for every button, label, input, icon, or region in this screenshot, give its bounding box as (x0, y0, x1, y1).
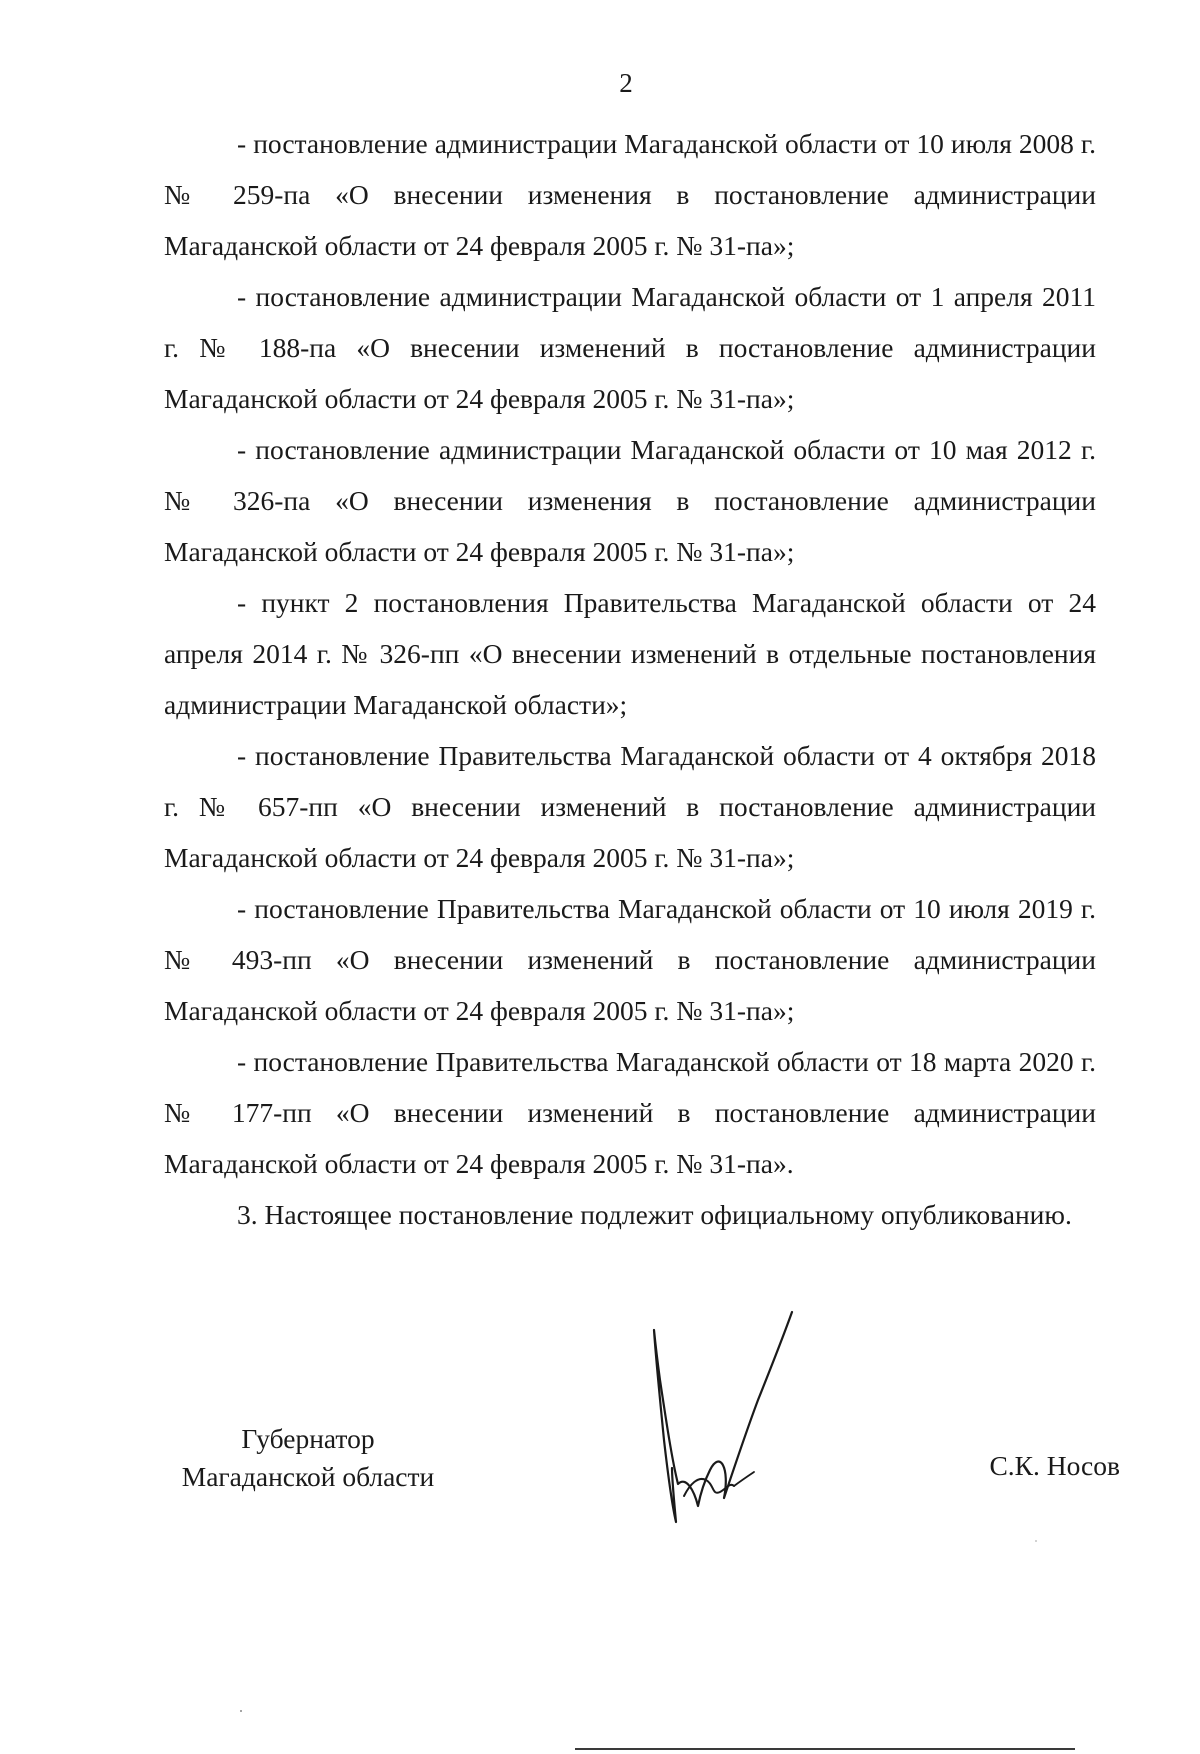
paragraph-amendment-2018: - постановление Правительства Магаданской области от 4 октября 2018 г. № 657-пп «О внесении изменений в постановление администрации Магаданской области от 24 февраля 2005 г. № 31-па»; (164, 740, 1096, 873)
signer-name: С.К. Носов (989, 1450, 1120, 1481)
scan-speck (240, 1710, 242, 1712)
signer-title (178, 1420, 438, 1496)
signer-title-line-2: Магаданской области (181, 1461, 435, 1492)
paragraph-amendment-2014: - пункт 2 постановления Правительства Магаданской области от 24 апреля 2014 г. № 326-пп «О внесении изменений в отдельные постановления администрации Магаданской области»; (164, 587, 1096, 720)
paragraph-publication-clause: 3. Настоящее постановление подлежит официальному опубликованию. (237, 1199, 1072, 1230)
bottom-rule (575, 1748, 1075, 1750)
page-number: 2 (619, 68, 633, 98)
paragraph-amendment-2012: - постановление администрации Магаданской области от 10 мая 2012 г. № 326-па «О внесении изменения в постановление администрации Магаданской области от 24 февраля 2005 г. № 31-па»; (164, 434, 1096, 567)
paragraph-amendment-2008: - постановление администрации Магаданской области от 10 июля 2008 г. № 259-па «О внесении изменения в постановление администрации Магаданской области от 24 февраля 2005 г. № 31-па»; (164, 128, 1096, 261)
paragraph-amendment-2011: - постановление администрации Магаданской области от 1 апреля 2011 г. № 188-па «О внесении изменений в постановление администрации Магаданской области от 24 февраля 2005 г. № 31-па»; (164, 281, 1096, 414)
paragraph-amendment-2019: - постановление Правительства Магаданской области от 10 июля 2019 г. № 493-пп «О внесении изменений в постановление администрации Магаданской области от 24 февраля 2005 г. № 31-па»; (164, 893, 1096, 1026)
handwritten-signature-icon (620, 1300, 870, 1550)
document-body (164, 118, 1096, 1240)
paragraph-amendment-2020: - постановление Правительства Магаданской области от 18 марта 2020 г. № 177-пп «О внесении изменений в постановление администрации Магаданской области от 24 февраля 2005 г. № 31-па». (164, 1046, 1096, 1179)
signature-block (160, 1300, 1120, 1580)
scan-speck (1035, 1540, 1037, 1542)
signer-title-line-1: Губернатор (241, 1423, 375, 1454)
signature-stroke-tick (734, 1472, 754, 1486)
